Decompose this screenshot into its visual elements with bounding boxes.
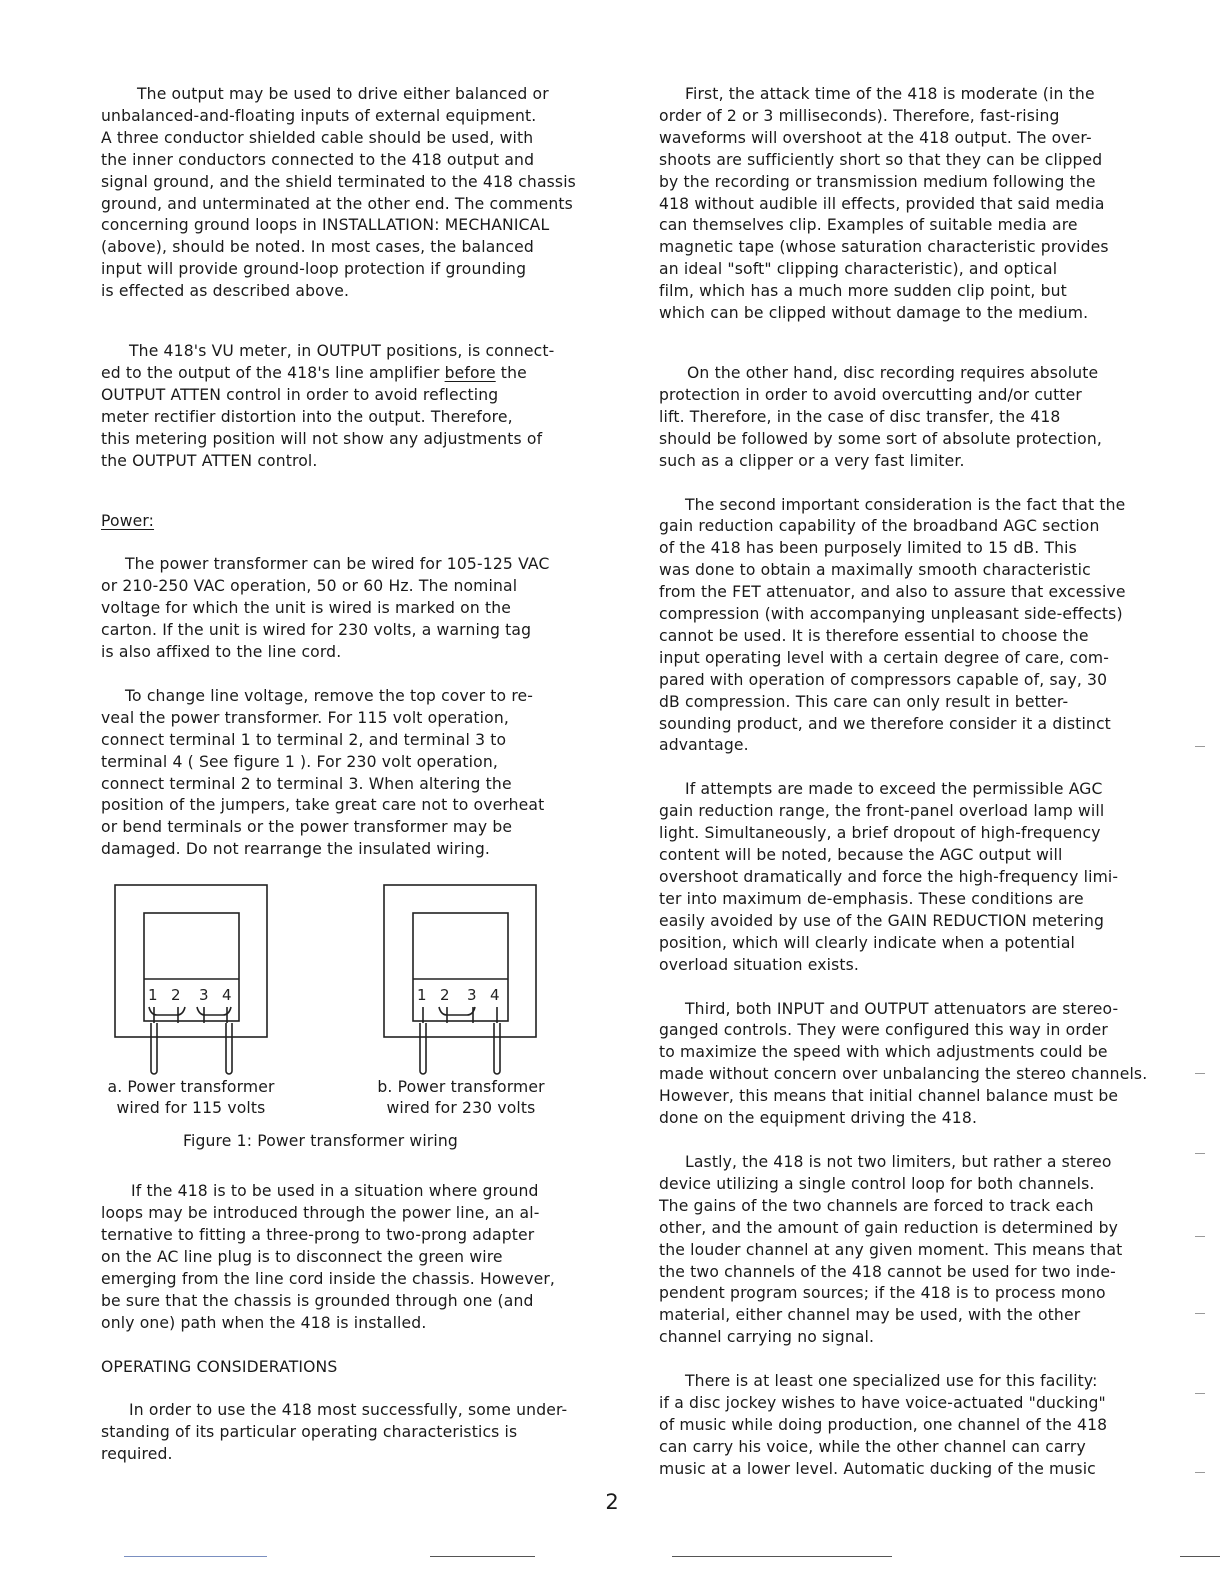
- terminal-label: 2: [171, 986, 181, 1005]
- power-heading: Power:: [101, 511, 155, 530]
- operating-considerations-heading: OPERATING CONSIDERATIONS: [101, 1357, 338, 1376]
- attack-time-paragraph: First, the attack time of the 418 is moderate (in the order of 2 or 3 milliseconds). Therefore, fast-rising waveforms will overshoot at the 418 output. The over- shoots are sufficiently short so that they can be clipped by the recording or transmission medium following the 418 without audible ill effects, provided that said media can themselves clip. Examples of suitable media are magnetic tape (whose saturation characteristic provides an ideal "soft" clipping characteristic), and optical film, which has a much more sudden clip point, but which can be clipped without damage to the medium.: [659, 85, 1109, 323]
- overload-paragraph: If attempts are made to exceed the permissible AGC gain reduction range, the front-panel overload lamp will light. Simultaneously, a brief dropout of high-frequency content will be noted, because the AGC output will overshoot dramatically and force the high-frequency limi- ter into maximum de-emphasis. These conditions are easily avoided by use of the GAIN REDUCTION metering position, which will clearly indicate when a potential overload situation exists.: [659, 780, 1119, 974]
- vu-meter-text-b: the OUTPUT ATTEN control in order to avoid reflecting meter rectifier distortion into the output. Therefore, this metering position will not show any adjustments of the OUTPUT ATTEN control.: [101, 363, 543, 470]
- footer-rule: [672, 1556, 892, 1557]
- gain-reduction-paragraph: The second important consideration is the fact that the gain reduction capability of the broadband AGC section of the 418 has been purposely limited to 15 dB. This was done to obtain a maximally smooth characteristic from the FET attenuator, and also to assure that excessive compression (with accompanying unpleasant side-effects) cannot be used. It is therefore essential to choose the input operating level with a certain degree of care, com- pared with operation of compressors capable of, say, 30 dB compression. This care can only result in better- sounding product, and we therefore consider it a distinct advantage.: [659, 495, 1126, 755]
- lead-b-left: [420, 1023, 426, 1074]
- margin-mark: [1195, 1073, 1205, 1074]
- terminal-label: 4: [490, 986, 500, 1005]
- transformer-body-b: [413, 913, 508, 1021]
- terminal-label: 3: [199, 986, 209, 1005]
- power-paragraph: The power transformer can be wired for 105-125 VAC or 210-250 VAC operation, 50 or 60 Hz. The nominal voltage for which the unit is wired is marked on the carton. If the unit is wired for 230 volts, a warning tag is also affixed to the line cord.: [101, 555, 550, 662]
- stereo-paragraph: Lastly, the 418 is not two limiters, but rather a stereo device utilizing a single control loop for both channels. The gains of the two channels are forced to track each other, and the amount of gain reduction is determined by the louder channel at any given moment. This means that the two channels of the 418 cannot be used for two inde- pendent program sources; if the 418 is to process mono material, either channel may be used, with the other channel carrying no signal.: [659, 1152, 1123, 1347]
- jumper-2-3-b: [439, 1007, 475, 1015]
- lead-b-right: [494, 1023, 500, 1074]
- chassis-outline-a: [115, 885, 267, 1037]
- terminal-label: 4: [222, 986, 232, 1005]
- output-paragraph: The output may be used to drive either balanced or unbalanced-and-floating inputs of external equipment. A three conductor shielded cable should be used, with the inner conductors connected to the 418 output and signal ground, and the shield terminated to the 418 chassis ground, and unterminated at the other end. The comments concerning ground loops in INSTALLATION: MECHANICAL (above), should be noted. In most cases, the balanced input will provide ground-loop protection if grounding is effected as described above.: [101, 85, 576, 301]
- right-column: [659, 84, 1159, 1503]
- ducking-paragraph: There is at least one specialized use for this facility: if a disc jockey wishes to have voice-actuated "ducking" of music while doing production, one channel of the 418 can carry his voice, while the other channel can carry music at a lower level. Automatic ducking of the music: [659, 1372, 1108, 1478]
- terminal-label: 1: [417, 986, 427, 1005]
- margin-mark: [1195, 746, 1205, 747]
- jumper-3-4-a: [197, 1007, 231, 1015]
- transformer-body-a: [144, 913, 239, 1021]
- transformer-a: [115, 885, 267, 1074]
- margin-mark: [1195, 1393, 1205, 1394]
- vu-meter-text-a: The 418's VU meter, in OUTPUT positions, is connect- ed to the output of the 418's line amplifier: [101, 342, 555, 382]
- figure-caption: Figure 1: Power transformer wiring: [183, 1132, 458, 1151]
- disc-recording-paragraph: On the other hand, disc recording requires absolute protection in order to avoid overcutting and/or cutter lift. Therefore, in the case of disc transfer, the 418 should be followed by some sort of absolute protection, such as a clipper or a very fast limiter.: [659, 363, 1102, 470]
- footer-rule: [430, 1556, 535, 1557]
- line-voltage-paragraph: To change line voltage, remove the top cover to re- veal the power transformer. For 115 volt operation, connect terminal 1 to terminal 2, and terminal 3 to terminal 4 ( See figure 1 ). For 230 volt operation, connect terminal 2 to terminal 3. When altering the position of the jumpers, take great care not to overheat or bend terminals or the power transformer may be damaged. Do not rearrange the insulated wiring.: [101, 686, 545, 859]
- margin-mark: [1195, 1153, 1205, 1154]
- vu-meter-paragraph: [101, 341, 598, 472]
- terminal-label: 2: [440, 986, 450, 1005]
- margin-mark: [1195, 1472, 1205, 1473]
- figure-1: [101, 883, 598, 1153]
- terminal-label: 1: [148, 986, 158, 1005]
- before-emphasis: before: [444, 363, 496, 382]
- lead-a-right: [226, 1023, 232, 1074]
- footer-rule: [1180, 1556, 1220, 1557]
- lead-a-left: [151, 1023, 157, 1074]
- ground-loop-paragraph: If the 418 is to be used in a situation where ground loops may be introduced through the power line, an al- ternative to fitting a three-prong to two-prong adapter on the AC line plug is to disconnect the green wire emerging from the line cord inside the chassis. However, be sure that the chassis is grounded through one (and only one) path when the 418 is installed.: [101, 1182, 555, 1332]
- transformer-b: [384, 885, 536, 1074]
- page-number: 2: [605, 1490, 619, 1514]
- footer-rule: [124, 1556, 267, 1557]
- attenuators-paragraph: Third, both INPUT and OUTPUT attenuators are stereo- ganged controls. They were configured this way in order to maximize the speed with which adjustments could be made without concern over unbalancing the stereo channels. However, this means that initial channel balance must be done on the equipment driving the 418.: [659, 999, 1148, 1128]
- caption-b: b. Power transformer wired for 230 volts: [377, 1078, 545, 1118]
- margin-mark: [1195, 1236, 1205, 1237]
- left-column: [101, 84, 598, 1488]
- terminal-label: 3: [467, 986, 477, 1005]
- margin-mark: [1195, 1313, 1205, 1314]
- caption-a: a. Power transformer wired for 115 volts: [107, 1078, 275, 1118]
- intro-paragraph: In order to use the 418 most successfully, some under- standing of its particular operating characteristics is required.: [101, 1401, 568, 1464]
